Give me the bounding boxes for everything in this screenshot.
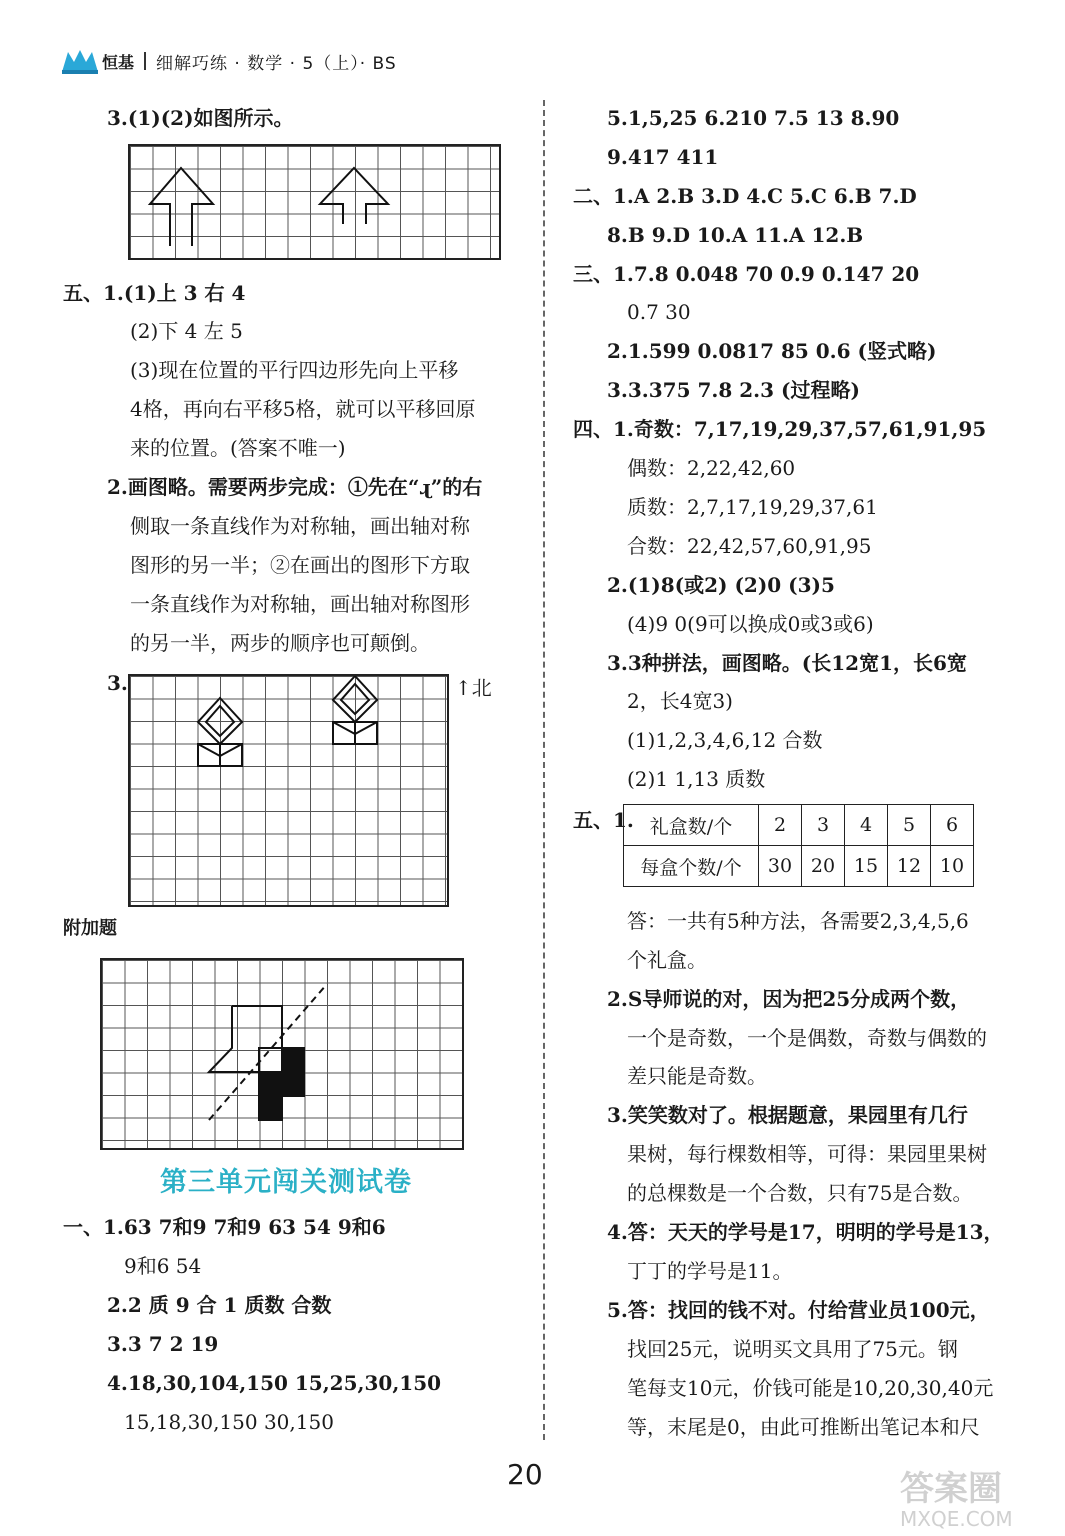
answer-line: 2，长4宽3) [627, 689, 733, 713]
table-cell: 4 [845, 805, 888, 846]
answer-line: 等，末尾是0，由此可推断出笔记本和尺 [627, 1415, 980, 1439]
table-row [624, 846, 974, 887]
answer-line: 2.S导师说的对，因为把25分成两个数， [607, 987, 971, 1011]
section-title: 第三单元闯关测试卷 [160, 1167, 412, 1198]
answer-line: (2)1 1,13 质数 [627, 767, 766, 791]
answer-line: (3)现在位置的平行四边形先向上平移 [130, 358, 459, 382]
answer-line: 一、1.63 7和9 7和9 63 54 9和6 [63, 1215, 386, 1239]
answer-line: 果树，每行棵数相等，可得：果园里果树 [627, 1142, 987, 1166]
answer-line: 2.画图略。需要两步完成：①先在“ɻ”的右 [107, 475, 483, 499]
answer-line: 一个是奇数，一个是偶数，奇数与偶数的 [627, 1026, 987, 1050]
watermark [900, 1470, 1013, 1530]
answer-line: 4.18,30,104,150 15,25,30,150 [107, 1371, 442, 1395]
page-number: 20 [507, 1458, 543, 1491]
answer-line: 差只能是奇数。 [627, 1064, 767, 1088]
table-header-cell: 每盒个数/个 [624, 846, 759, 887]
answer-line: 笔每支10元，价钱可能是10,20,30,40元 [627, 1376, 994, 1400]
answer-line: 5.答：找回的钱不对。付给营业员100元， [607, 1298, 990, 1322]
answer-line: 3.(1)(2)如图所示。 [107, 106, 294, 130]
answer-line: 4格，再向右平移5格，就可以平移回原 [130, 397, 476, 421]
table-cell: 30 [759, 846, 802, 887]
extra-question-label: 附加题 [63, 918, 117, 939]
answer-line: 3.3 7 2 19 [107, 1332, 219, 1356]
answer-line: 的另一半，两步的顺序也可颠倒。 [130, 631, 430, 655]
grid-figure-symmetry [128, 674, 449, 907]
answer-line: 2.2 质 9 合 1 质数 合数 [107, 1293, 332, 1317]
answer-line: 侧取一条直线作为对称轴，画出轴对称 [130, 514, 470, 538]
answer-line: 0.7 30 [627, 300, 691, 324]
grid-figure-arrows [128, 144, 501, 260]
answer-line: 4.答：天天的学号是17，明明的学号是13， [607, 1220, 1004, 1244]
table-header-cell: 礼盒数/个 [624, 805, 759, 846]
answer-line: 一条直线作为对称轴，画出轴对称图形 [130, 592, 470, 616]
answer-line: 质数：2,7,17,19,29,37,61 [627, 495, 878, 519]
answer-line: 8.B 9.D 10.A 11.A 12.B [607, 223, 864, 247]
arrow-shapes [130, 146, 499, 258]
answer-line: 五、1. [573, 808, 634, 832]
page-header [60, 44, 397, 78]
answer-line: (2)下 4 左 5 [130, 319, 243, 343]
answer-line: 2.1.599 0.0817 85 0.6 (竖式略) [607, 339, 937, 363]
north-indicator: ↑北 [455, 676, 492, 700]
header-divider [144, 52, 146, 70]
answer-line: 三、1.7.8 0.048 70 0.9 0.147 20 [573, 262, 920, 286]
answer-line: 四、1.奇数：7,17,19,29,37,57,61,91,95 [573, 417, 987, 441]
symmetry-shapes [130, 676, 447, 905]
answer-line: 9.417 411 [607, 145, 719, 169]
logo-icon [60, 46, 100, 76]
watermark-url: MXQE.COM [900, 1507, 1013, 1531]
answer-line: 3.3种拼法，画图略。(长12宽1，长6宽 [607, 651, 967, 675]
table-cell: 6 [931, 805, 974, 846]
table-cell: 3 [802, 805, 845, 846]
table-cell: 20 [802, 846, 845, 887]
answer-line: (4)9 0(9可以换成0或3或6) [627, 612, 874, 636]
table-cell: 15 [845, 846, 888, 887]
answer-line: 3. [107, 671, 128, 695]
column-divider [543, 100, 545, 1440]
answer-line: 的总棵数是一个合数，只有75是合数。 [627, 1181, 973, 1205]
brand-name: 恒基 [102, 52, 135, 72]
answer-line: 五、1.(1)上 3 右 4 [63, 281, 246, 305]
grid-figure-extra [100, 958, 464, 1150]
answer-line: 5.1,5,25 6.210 7.5 13 8.90 [607, 106, 900, 130]
answer-line: 图形的另一半；②在画出的图形下方取 [130, 553, 470, 577]
answer-line: 来的位置。(答案不唯一) [130, 436, 346, 460]
table-cell: 5 [888, 805, 931, 846]
table-cell: 12 [888, 846, 931, 887]
answer-line: (1)1,2,3,4,6,12 合数 [627, 728, 823, 752]
answer-line: 个礼盒。 [627, 948, 707, 972]
answer-line: 丁丁的学号是11。 [627, 1259, 793, 1283]
gift-box-table [623, 804, 974, 887]
extra-shapes [102, 960, 462, 1148]
answer-line: 15,18,30,150 30,150 [124, 1410, 334, 1434]
header-title: 细解巧练 · 数学 · 5（上）· BS [156, 53, 397, 74]
answer-line: 偶数：2,22,42,60 [627, 456, 796, 480]
answer-line: 2.(1)8(或2) (2)0 (3)5 [607, 573, 835, 597]
watermark-logo: 答案圈 [900, 1469, 1002, 1509]
answer-line: 答：一共有5种方法，各需要2,3,4,5,6 [627, 909, 969, 933]
answer-line: 9和6 54 [124, 1254, 202, 1278]
answer-line: 合数：22,42,57,60,91,95 [627, 534, 872, 558]
answer-line: 3.3.375 7.8 2.3 (过程略) [607, 378, 860, 402]
answer-line: 3.笑笑数对了。根据题意，果园里有几行 [607, 1103, 968, 1127]
answer-line: 找回25元，说明买文具用了75元。钢 [627, 1337, 958, 1361]
answer-line: 二、1.A 2.B 3.D 4.C 5.C 6.B 7.D [573, 184, 917, 208]
table-cell: 2 [759, 805, 802, 846]
table-cell: 10 [931, 846, 974, 887]
table-row [624, 805, 974, 846]
